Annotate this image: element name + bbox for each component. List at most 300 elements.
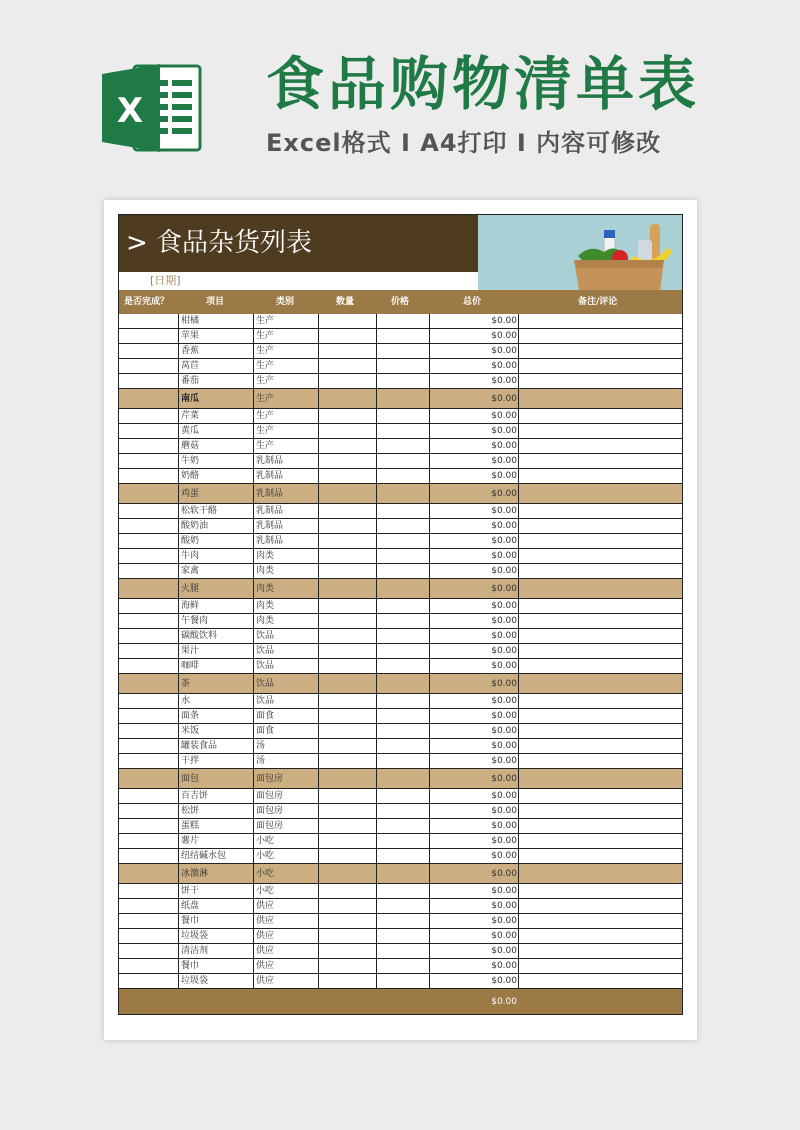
cell-divider: [253, 374, 254, 388]
table-row[interactable]: [118, 599, 683, 614]
cell-divider: [178, 899, 179, 913]
table-row[interactable]: [118, 914, 683, 929]
cell-divider: [518, 644, 519, 658]
total-cell: $0.00: [491, 361, 517, 371]
cell-divider: [253, 599, 254, 613]
cell-divider: [178, 674, 179, 693]
table-row[interactable]: [118, 439, 683, 454]
cell-divider: [178, 914, 179, 928]
cell-divider: [318, 534, 319, 548]
col-total: 总价: [463, 297, 482, 307]
cell-divider: [429, 469, 430, 483]
category-cell[interactable]: 面包房: [256, 791, 284, 801]
table-row[interactable]: [118, 739, 683, 754]
cell-divider: [429, 929, 430, 943]
item-cell[interactable]: 垃圾袋: [181, 976, 209, 986]
cell-divider: [318, 614, 319, 628]
category-cell[interactable]: 汤: [256, 741, 266, 751]
category-cell[interactable]: 小吃: [256, 886, 275, 896]
cell-divider: [376, 724, 377, 738]
total-cell: $0.00: [491, 726, 517, 736]
category-cell[interactable]: 生产: [256, 361, 275, 371]
cell-divider: [429, 519, 430, 533]
total-cell: $0.00: [491, 661, 517, 671]
item-cell[interactable]: 碳酸饮料: [181, 631, 218, 641]
item-cell[interactable]: 罐装食品: [181, 741, 218, 751]
category-cell[interactable]: 面食: [256, 726, 275, 736]
category-cell[interactable]: 生产: [256, 331, 275, 341]
item-cell[interactable]: 面条: [181, 711, 200, 721]
cell-divider: [429, 409, 430, 423]
item-cell[interactable]: 纸盘: [181, 901, 200, 911]
cell-divider: [376, 674, 377, 693]
item-cell[interactable]: 面包: [181, 774, 200, 784]
item-cell[interactable]: 黄瓜: [181, 426, 200, 436]
cell-divider: [318, 469, 319, 483]
total-cell: $0.00: [491, 489, 517, 499]
table-row[interactable]: [118, 674, 683, 694]
cell-divider: [178, 849, 179, 863]
total-cell: $0.00: [491, 806, 517, 816]
table-row[interactable]: [118, 834, 683, 849]
category-cell[interactable]: 汤: [256, 756, 266, 766]
item-cell[interactable]: 奶酪: [181, 471, 200, 481]
cell-divider: [253, 344, 254, 358]
table-row[interactable]: [118, 959, 683, 974]
item-cell[interactable]: 午餐肉: [181, 616, 209, 626]
table-row[interactable]: [118, 504, 683, 519]
cell-divider: [253, 884, 254, 898]
cell-divider: [429, 484, 430, 503]
cell-divider: [518, 834, 519, 848]
cell-divider: [178, 564, 179, 578]
total-cell: $0.00: [491, 711, 517, 721]
total-cell: $0.00: [491, 551, 517, 561]
cell-divider: [518, 504, 519, 518]
item-cell[interactable]: 蛋糕: [181, 821, 200, 831]
cell-divider: [318, 884, 319, 898]
cell-divider: [429, 659, 430, 673]
cell-divider: [318, 424, 319, 438]
cell-divider: [376, 769, 377, 788]
cell-divider: [429, 424, 430, 438]
category-cell[interactable]: 生产: [256, 376, 275, 386]
cell-divider: [253, 644, 254, 658]
item-cell[interactable]: 蘑菇: [181, 441, 200, 451]
cell-divider: [429, 629, 430, 643]
cell-divider: [376, 549, 377, 563]
cell-divider: [518, 674, 519, 693]
cell-divider: [376, 899, 377, 913]
item-cell[interactable]: 饼干: [181, 886, 200, 896]
cell-divider: [429, 549, 430, 563]
cell-divider: [518, 389, 519, 408]
category-cell[interactable]: 乳制品: [256, 471, 284, 481]
category-cell[interactable]: 生产: [256, 316, 275, 326]
category-cell[interactable]: 饮品: [256, 646, 275, 656]
cell-divider: [178, 754, 179, 768]
cell-divider: [178, 694, 179, 708]
cell-divider: [429, 439, 430, 453]
total-cell: $0.00: [491, 836, 517, 846]
category-cell[interactable]: 供应: [256, 961, 275, 971]
cell-divider: [376, 914, 377, 928]
cell-divider: [429, 674, 430, 693]
category-cell[interactable]: 生产: [256, 411, 275, 421]
cell-divider: [253, 849, 254, 863]
cell-divider: [253, 739, 254, 753]
item-cell[interactable]: 鸡蛋: [181, 489, 200, 499]
cell-divider: [178, 359, 179, 373]
total-cell: $0.00: [491, 521, 517, 531]
item-cell[interactable]: 牛肉: [181, 551, 200, 561]
item-cell[interactable]: 家禽: [181, 566, 200, 576]
table-row[interactable]: [118, 454, 683, 469]
item-cell[interactable]: 莴苣: [181, 361, 200, 371]
category-cell[interactable]: 生产: [256, 394, 275, 404]
table-row[interactable]: [118, 884, 683, 899]
item-cell[interactable]: 牛奶: [181, 456, 200, 466]
cell-divider: [429, 849, 430, 863]
item-cell[interactable]: 垃圾袋: [181, 931, 209, 941]
item-cell[interactable]: 番茄: [181, 376, 200, 386]
cell-divider: [318, 579, 319, 598]
table-row[interactable]: [118, 804, 683, 819]
total-cell: $0.00: [491, 346, 517, 356]
item-cell[interactable]: 米饭: [181, 726, 200, 736]
cell-divider: [253, 614, 254, 628]
category-cell[interactable]: 乳制品: [256, 521, 284, 531]
cell-divider: [178, 599, 179, 613]
cell-divider: [318, 674, 319, 693]
category-cell[interactable]: 小吃: [256, 869, 275, 879]
table-row[interactable]: [118, 899, 683, 914]
table-row[interactable]: [118, 614, 683, 629]
category-cell[interactable]: 小吃: [256, 836, 275, 846]
item-cell[interactable]: 纽结碱水包: [181, 851, 227, 861]
cell-divider: [253, 899, 254, 913]
cell-divider: [318, 739, 319, 753]
cell-divider: [518, 769, 519, 788]
cell-divider: [178, 579, 179, 598]
cell-divider: [518, 724, 519, 738]
table-row[interactable]: [118, 424, 683, 439]
cell-divider: [318, 564, 319, 578]
cell-divider: [178, 424, 179, 438]
cell-divider: [318, 864, 319, 883]
cell-divider: [178, 974, 179, 988]
table-row[interactable]: [118, 974, 683, 989]
cell-divider: [376, 959, 377, 973]
category-cell[interactable]: 肉类: [256, 566, 275, 576]
cell-divider: [318, 504, 319, 518]
category-cell[interactable]: 饮品: [256, 679, 275, 689]
cell-divider: [518, 314, 519, 328]
table-row[interactable]: [118, 314, 683, 329]
item-cell[interactable]: 冰激淋: [181, 869, 209, 879]
category-cell[interactable]: 面包房: [256, 821, 284, 831]
category-cell[interactable]: 肉类: [256, 551, 275, 561]
table-row[interactable]: [118, 519, 683, 534]
cell-divider: [376, 424, 377, 438]
table-row[interactable]: [118, 629, 683, 644]
category-cell[interactable]: 供应: [256, 976, 275, 986]
category-cell[interactable]: 面包房: [256, 774, 284, 784]
table-row[interactable]: [118, 944, 683, 959]
category-cell[interactable]: 乳制品: [256, 489, 284, 499]
table-row[interactable]: [118, 864, 683, 884]
table-row[interactable]: [118, 469, 683, 484]
table-row[interactable]: [118, 929, 683, 944]
cell-divider: [429, 344, 430, 358]
total-cell: $0.00: [491, 886, 517, 896]
table-row[interactable]: [118, 534, 683, 549]
category-cell[interactable]: 饮品: [256, 661, 275, 671]
cell-divider: [178, 344, 179, 358]
cell-divider: [429, 884, 430, 898]
cell-divider: [518, 804, 519, 818]
cell-divider: [429, 944, 430, 958]
cell-divider: [178, 484, 179, 503]
cell-divider: [518, 549, 519, 563]
col-quantity: 数量: [336, 297, 355, 307]
item-cell[interactable]: 松饼: [181, 806, 200, 816]
cell-divider: [178, 709, 179, 723]
cell-divider: [253, 864, 254, 883]
total-cell: $0.00: [491, 616, 517, 626]
cell-divider: [253, 929, 254, 943]
item-cell[interactable]: 芹菜: [181, 411, 200, 421]
cell-divider: [429, 359, 430, 373]
category-cell[interactable]: 饮品: [256, 631, 275, 641]
cell-divider: [253, 549, 254, 563]
item-cell[interactable]: 火腿: [181, 584, 200, 594]
total-cell: $0.00: [491, 774, 517, 784]
cell-divider: [518, 629, 519, 643]
cell-divider: [318, 344, 319, 358]
item-cell[interactable]: 柑橘: [181, 316, 200, 326]
cell-divider: [518, 929, 519, 943]
cell-divider: [376, 389, 377, 408]
cell-divider: [518, 409, 519, 423]
item-cell[interactable]: 干拌: [181, 756, 200, 766]
category-cell[interactable]: 肉类: [256, 601, 275, 611]
item-cell[interactable]: 酸奶油: [181, 521, 209, 531]
table-row[interactable]: [118, 389, 683, 409]
cell-divider: [518, 974, 519, 988]
cell-divider: [429, 374, 430, 388]
cell-divider: [518, 614, 519, 628]
cell-divider: [318, 724, 319, 738]
item-cell[interactable]: 苹果: [181, 331, 200, 341]
item-cell[interactable]: 餐巾: [181, 961, 200, 971]
cell-divider: [178, 739, 179, 753]
table-row[interactable]: [118, 659, 683, 674]
table-row[interactable]: [118, 329, 683, 344]
cell-divider: [376, 614, 377, 628]
table-row[interactable]: [118, 644, 683, 659]
cell-divider: [318, 359, 319, 373]
total-cell: $0.00: [491, 916, 517, 926]
cell-divider: [376, 439, 377, 453]
cell-divider: [253, 819, 254, 833]
cell-divider: [429, 754, 430, 768]
cell-divider: [318, 914, 319, 928]
cell-divider: [253, 754, 254, 768]
cell-divider: [518, 344, 519, 358]
cell-divider: [318, 374, 319, 388]
category-cell[interactable]: 供应: [256, 946, 275, 956]
cell-divider: [376, 454, 377, 468]
cell-divider: [376, 469, 377, 483]
item-cell[interactable]: 百吉饼: [181, 791, 209, 801]
cell-divider: [518, 849, 519, 863]
cell-divider: [376, 329, 377, 343]
item-cell[interactable]: 清洁剂: [181, 946, 209, 956]
cell-divider: [429, 789, 430, 803]
category-cell[interactable]: 面包房: [256, 806, 284, 816]
category-cell[interactable]: 生产: [256, 426, 275, 436]
category-cell[interactable]: 肉类: [256, 616, 275, 626]
cell-divider: [429, 599, 430, 613]
cell-divider: [253, 534, 254, 548]
item-cell[interactable]: 酸奶: [181, 536, 200, 546]
cell-divider: [318, 659, 319, 673]
cell-divider: [178, 549, 179, 563]
table-row[interactable]: [118, 694, 683, 709]
cell-divider: [253, 914, 254, 928]
category-cell[interactable]: 肉类: [256, 584, 275, 594]
table-row[interactable]: [118, 484, 683, 504]
table-row[interactable]: [118, 579, 683, 599]
table-row[interactable]: [118, 409, 683, 424]
item-cell[interactable]: 海鲜: [181, 601, 200, 611]
cell-divider: [518, 944, 519, 958]
cell-divider: [178, 409, 179, 423]
table-row[interactable]: [118, 564, 683, 579]
cell-divider: [376, 709, 377, 723]
grand-total: $0.00: [491, 997, 517, 1007]
cell-divider: [429, 739, 430, 753]
cell-divider: [318, 629, 319, 643]
item-cell[interactable]: 香蕉: [181, 346, 200, 356]
item-cell[interactable]: 咖啡: [181, 661, 200, 671]
total-cell: $0.00: [491, 506, 517, 516]
cell-divider: [518, 659, 519, 673]
cell-divider: [178, 389, 179, 408]
grocery-sheet: [118, 214, 683, 1015]
total-cell: $0.00: [491, 394, 517, 404]
category-cell[interactable]: 饮品: [256, 696, 275, 706]
table-row[interactable]: [118, 819, 683, 834]
table-row[interactable]: [118, 709, 683, 724]
cell-divider: [429, 899, 430, 913]
category-cell[interactable]: 乳制品: [256, 506, 284, 516]
category-cell[interactable]: 生产: [256, 346, 275, 356]
cell-divider: [376, 599, 377, 613]
cell-divider: [376, 504, 377, 518]
table-row[interactable]: [118, 849, 683, 864]
cell-divider: [376, 834, 377, 848]
item-cell[interactable]: 南瓜: [181, 394, 200, 404]
cell-divider: [376, 314, 377, 328]
total-cell: $0.00: [491, 471, 517, 481]
cell-divider: [376, 344, 377, 358]
category-cell[interactable]: 小吃: [256, 851, 275, 861]
item-cell[interactable]: 薯片: [181, 836, 200, 846]
category-cell[interactable]: 生产: [256, 441, 275, 451]
cell-divider: [518, 884, 519, 898]
total-cell: $0.00: [491, 566, 517, 576]
date-cell[interactable]: [日期]: [150, 274, 181, 287]
item-cell[interactable]: 果汁: [181, 646, 200, 656]
table-row[interactable]: [118, 344, 683, 359]
table-row[interactable]: [118, 789, 683, 804]
category-cell[interactable]: 供应: [256, 916, 275, 926]
category-cell[interactable]: 供应: [256, 931, 275, 941]
item-cell[interactable]: 餐巾: [181, 916, 200, 926]
item-cell[interactable]: 松软干酪: [181, 506, 218, 516]
category-cell[interactable]: 供应: [256, 901, 275, 911]
cell-divider: [376, 484, 377, 503]
cell-divider: [518, 469, 519, 483]
table-row[interactable]: [118, 724, 683, 739]
cell-divider: [318, 389, 319, 408]
cell-divider: [318, 849, 319, 863]
table-row[interactable]: [118, 359, 683, 374]
cell-divider: [518, 959, 519, 973]
cell-divider: [318, 929, 319, 943]
total-cell: $0.00: [491, 821, 517, 831]
cell-divider: [178, 834, 179, 848]
cell-divider: [376, 864, 377, 883]
category-cell[interactable]: 面食: [256, 711, 275, 721]
cell-divider: [429, 329, 430, 343]
table-row[interactable]: [118, 374, 683, 389]
total-cell: $0.00: [491, 851, 517, 861]
cell-divider: [253, 454, 254, 468]
cell-divider: [518, 789, 519, 803]
cell-divider: [518, 694, 519, 708]
cell-divider: [518, 819, 519, 833]
cell-divider: [178, 644, 179, 658]
total-cell: $0.00: [491, 791, 517, 801]
cell-divider: [376, 754, 377, 768]
category-cell[interactable]: 乳制品: [256, 536, 284, 546]
cell-divider: [429, 389, 430, 408]
item-cell[interactable]: 水: [181, 696, 191, 706]
cell-divider: [253, 504, 254, 518]
table-row[interactable]: [118, 754, 683, 769]
cell-divider: [376, 694, 377, 708]
item-cell[interactable]: 茶: [181, 679, 191, 689]
cell-divider: [518, 564, 519, 578]
cell-divider: [429, 694, 430, 708]
cell-divider: [253, 519, 254, 533]
table-body: [118, 314, 683, 989]
cell-divider: [429, 709, 430, 723]
cell-divider: [518, 914, 519, 928]
table-row[interactable]: [118, 769, 683, 789]
category-cell[interactable]: 乳制品: [256, 456, 284, 466]
cell-divider: [253, 469, 254, 483]
table-row[interactable]: [118, 549, 683, 564]
excel-icon: [100, 60, 204, 156]
col-done: 是否完成？: [124, 297, 170, 307]
cell-divider: [178, 504, 179, 518]
cell-divider: [376, 374, 377, 388]
cell-divider: [429, 974, 430, 988]
